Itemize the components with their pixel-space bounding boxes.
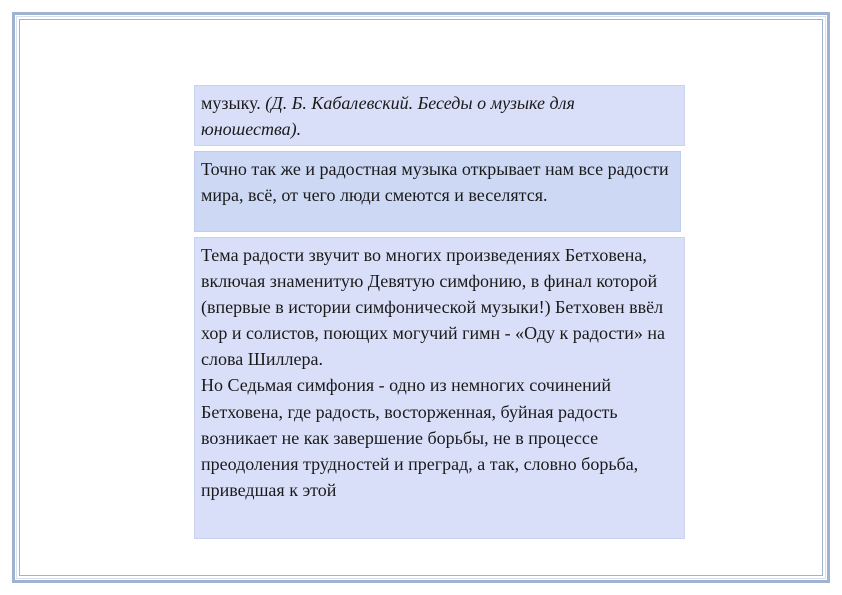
beethoven-paragraph-2: Но Седьмая симфония - одно из немногих сочинений Бетховена, где радость, восторженная, буйная радость возникает не как завершение борьбы, не в процессе преодоления трудностей и преград, а так, словно борьба, приведшая к этой: [201, 375, 639, 500]
joyful-music-box: [194, 151, 681, 232]
quote-source: (Д. Б. Кабалевский. Беседы о музыке для юношества).: [201, 93, 575, 139]
quote-lead: музыку.: [201, 93, 266, 113]
quote-citation-text: [201, 90, 678, 142]
beethoven-joy-box: [194, 237, 685, 539]
beethoven-paragraph-1: Тема радости звучит во многих произведениях Бетховена, включая знаменитую Девятую симфонию, в финал которой (впервые в истории симфонической музыки!) Бетховен ввёл хор и солистов, поющих могучий гимн - «Оду к радости» на слова Шиллера.: [201, 245, 666, 370]
joyful-music-text: Точно так же и радостная музыка открывает нам все радости мира, всё, от чего люди смеются и веселятся.: [201, 159, 669, 205]
quote-citation-box: [194, 85, 685, 146]
